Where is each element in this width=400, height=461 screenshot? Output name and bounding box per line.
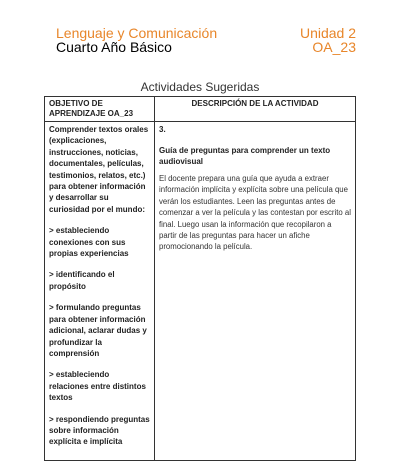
activities-table	[44, 96, 356, 461]
table-row	[45, 122, 356, 461]
table-header-row	[45, 97, 356, 122]
activity-description: El docente prepara una guía que ayuda a extraer información implícita y explícita sobre una película que verán los estudiantes. Leen las preguntas antes de comenzar a ver la película y las contestan por escrito al final. Luego usan la información que recopilaron a partir de las preguntas para hacer un afiche promocionando la película.	[159, 174, 351, 252]
objective-item: > formulando preguntas para obtener información adicional, aclarar dudas y profundizar la comprensión	[49, 303, 147, 358]
description-column-header: DESCRIPCIÓN DE LA ACTIVIDAD	[155, 97, 356, 122]
page-header	[56, 25, 356, 61]
objective-intro: Comprender textos orales (explicaciones, instrucciones, noticias, documentales, películas, testimonios, relatos, etc.) para obtener información y desarrollar su curiosidad por el mundo:	[49, 125, 149, 214]
objective-cell	[45, 122, 155, 461]
objective-item: > identificando el propósito	[49, 270, 115, 291]
unit-label: Unidad 2	[299, 25, 356, 41]
oa-label: OA_23	[312, 39, 356, 55]
objective-column-header: OBJETIVO DE APRENDIZAJE OA_23	[45, 97, 155, 122]
activity-cell	[155, 122, 356, 461]
activity-title: Guía de preguntas para comprender un texto audiovisual	[159, 146, 331, 166]
objective-item: > respondiendo preguntas sobre información explícita e implícita	[49, 414, 150, 447]
activity-number: 3.	[159, 125, 166, 134]
objective-item: > estableciendo conexiones con sus propias experiencias	[49, 226, 129, 259]
subject-title: Lenguaje y Comunicación	[56, 25, 218, 41]
objective-item: > estableciendo relaciones entre distintos textos	[49, 370, 146, 403]
section-title: Actividades Sugeridas	[140, 80, 260, 94]
grade-title: Cuarto Año Básico	[56, 39, 172, 55]
